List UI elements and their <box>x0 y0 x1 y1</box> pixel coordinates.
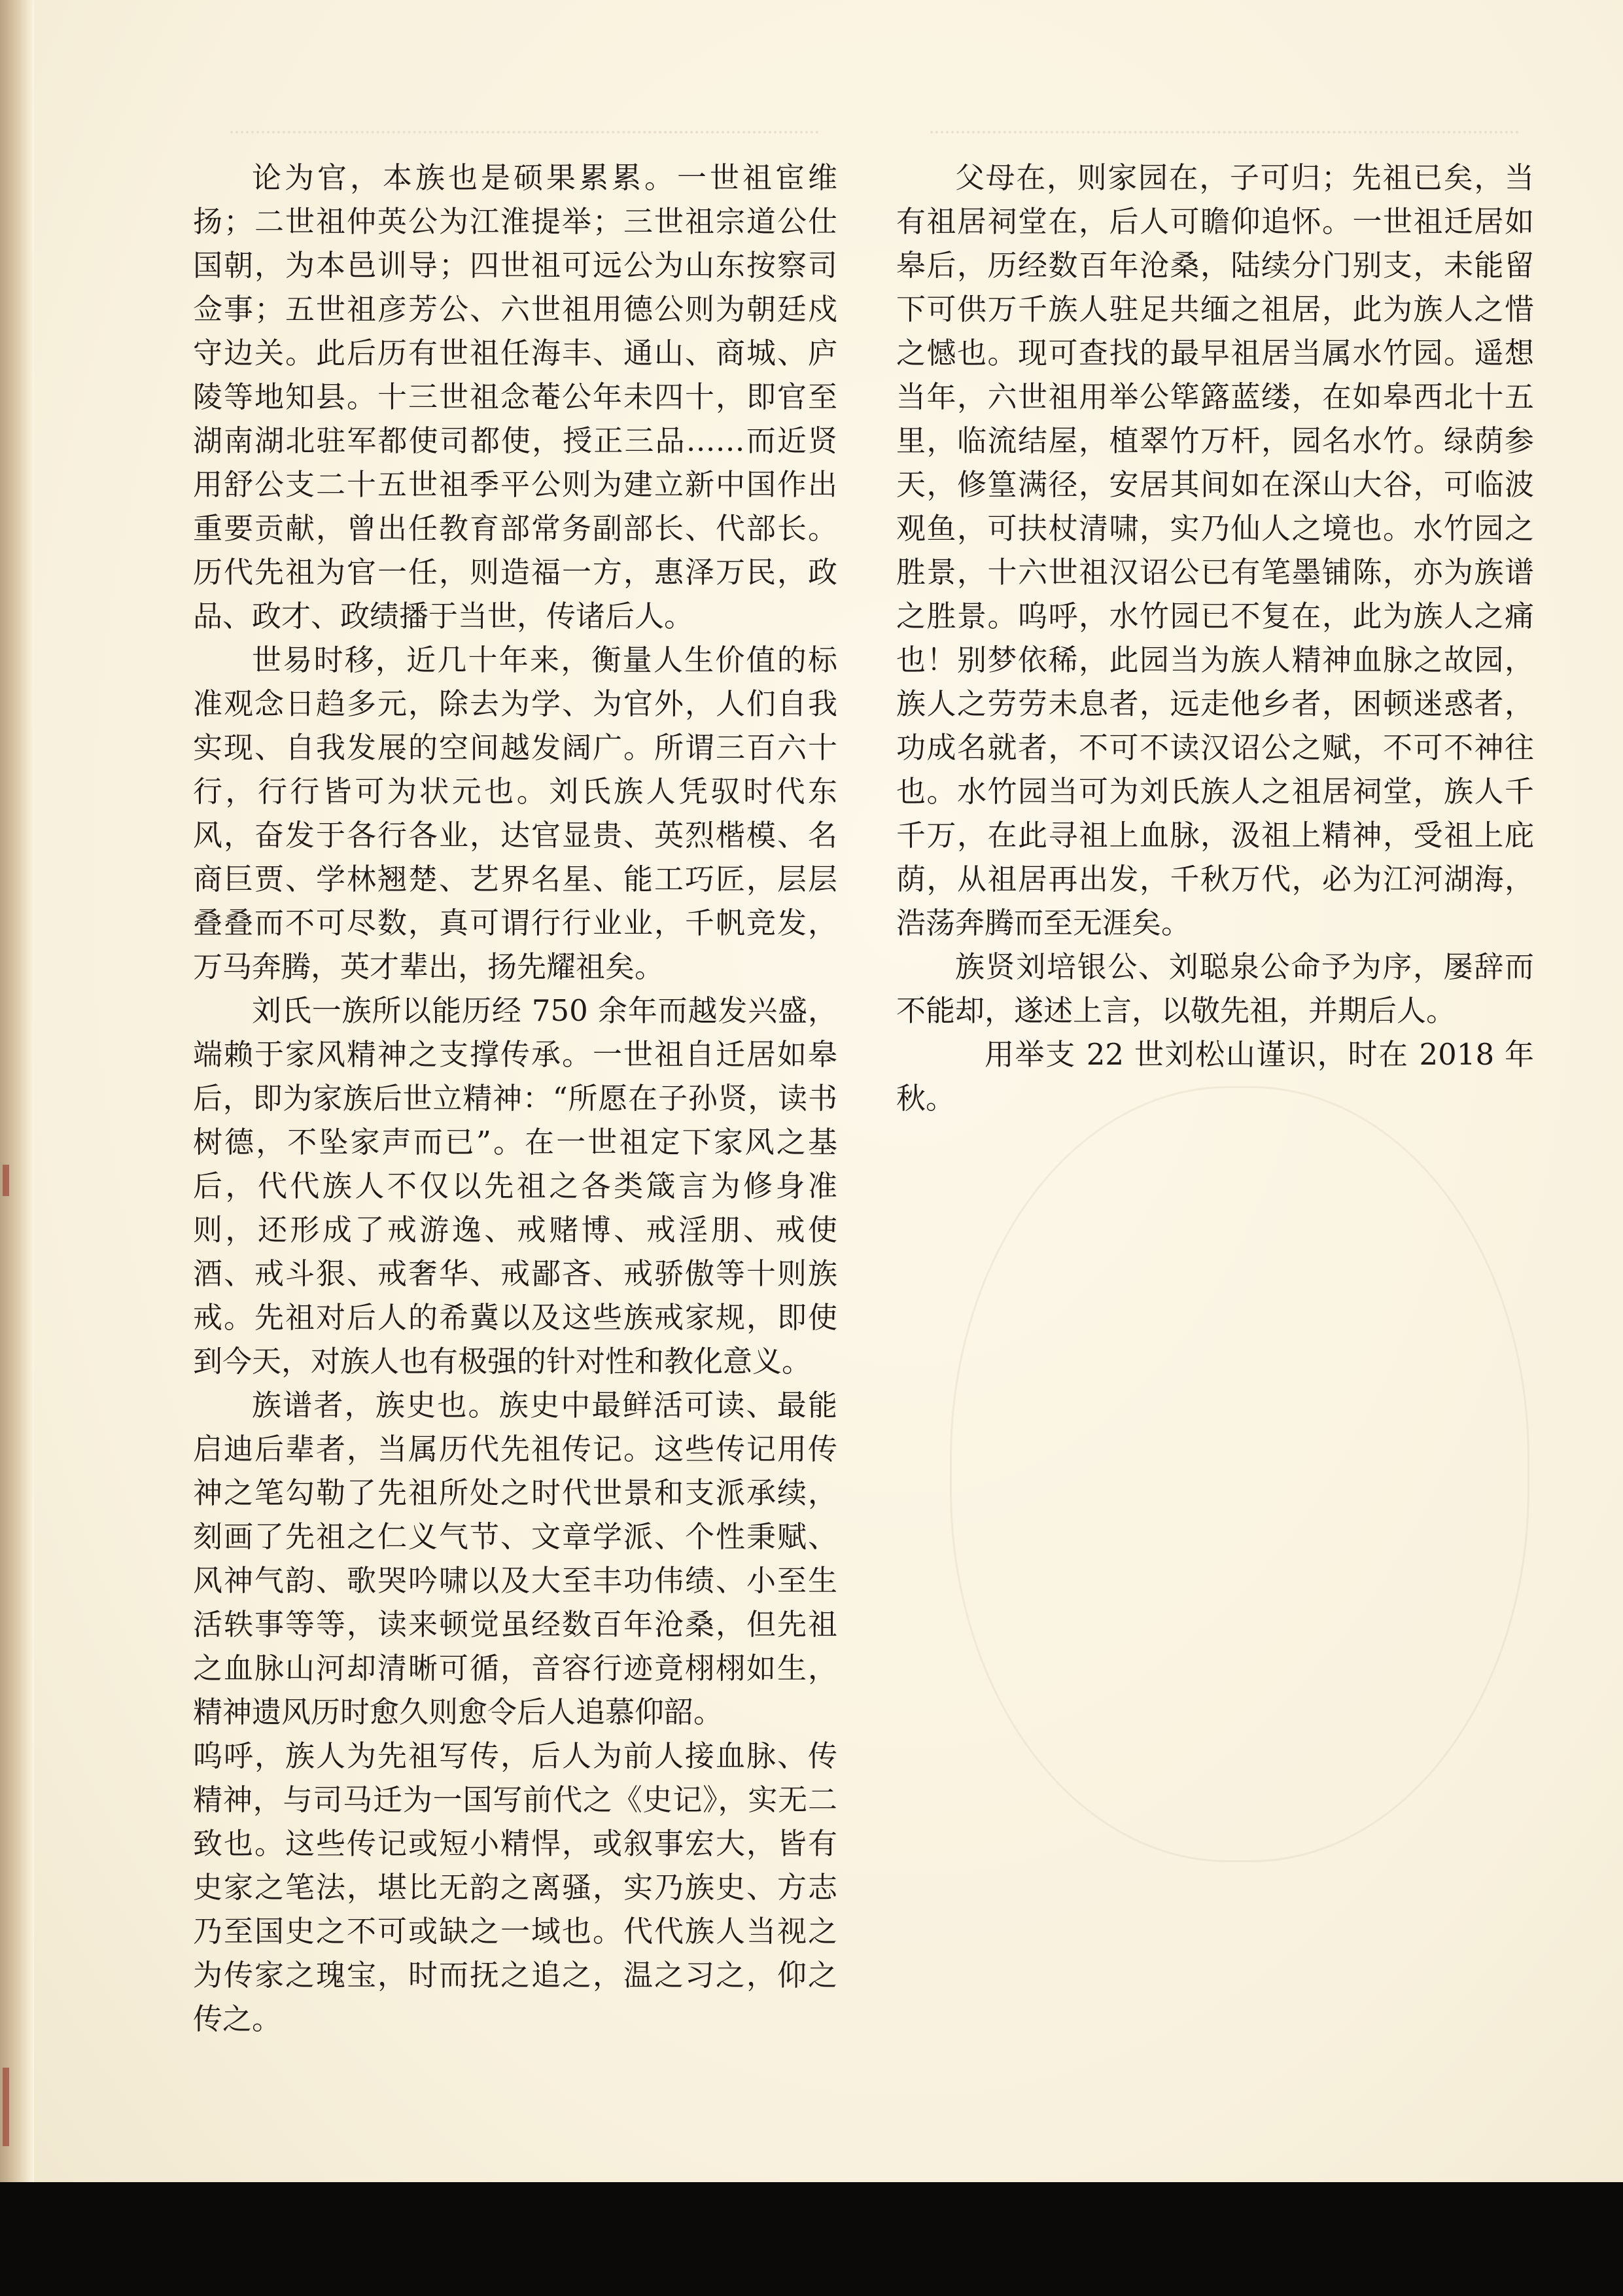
right-text-column <box>896 156 1534 1120</box>
paragraph-modern-careers: 世易时移，近几十年来，衡量人生价值的标准观念日趋多元，除去为学、为官外，人们自我实现、自我发展的空间越发阔广。所谓三百六十行，行行皆可为状元也。刘氏族人凭驭时代东风，奋发于各行各业，达官显贵、英烈楷模、名商巨贾、学林翘楚、艺界名星、能工巧匠，层层叠叠而不可尽数，真可谓行行业业，千帆竞发，万马奔腾，英才辈出，扬先耀祖矣。 <box>193 643 837 984</box>
book-spine-edge <box>0 0 34 2296</box>
paragraph-family-spirit: 刘氏一族所以能历经 750 余年而越发兴盛，端赖于家风精神之支撑传承。一世祖自迁居如皋后，即为家族后世立精神：“所愿在子孙贤，读书树德，不坠家声而已”。在一世祖定下家风之基后，代代族人不仅以先祖之各类箴言为修身准则，还形成了戒游逸、戒赌博、戒淫朋、戒使酒、戒斗狠、戒奢华、戒鄙吝、戒骄傲等十则族戒。先祖对后人的希冀以及这些族戒家规，即使到今天，对族人也有极强的针对性和教化意义。 <box>193 993 837 1379</box>
paragraph-biographies: 族谱者，族史也。族史中最鲜活可读、最能启迪后辈者，当属历代先祖传记。这些传记用传神之笔勾勒了先祖所处之时代世景和支派承续，刻画了先祖之仁义气节、文章学派、个性秉赋、风神气韵、歌哭吟啸以及大至丰功伟绩、小至生活轶事等等，读来顿觉虽经数百年沧桑，但先祖之血脉山河却清晰可循，音容行迹竟栩栩如生，精神遗风历时愈久则愈令后人追慕仰韶。 <box>193 1388 837 1729</box>
paragraph-commission: 族贤刘培银公、刘聪泉公命予为序，屡辞而不能却，遂述上言，以敬先祖，并期后人。 <box>896 949 1534 1028</box>
paragraph-officials: 论为官，本族也是硕果累累。一世祖宦维扬；二世祖仲英公为江淮提举；三世祖宗道公仕国朝，为本邑训导；四世祖可远公为山东按察司佥事；五世祖彦芳公、六世祖用德公则为朝廷戍守边关。此后历有世祖任海丰、通山、商城、庐陵等地知县。十三世祖念菴公年未四十，即官至湖南湖北驻军都使司都使，授正三品……而近贤用舒公支二十五世祖季平公则为建立新中国作出重要贡献，曾出任教育部常务副部长、代部长。历代先祖为官一任，则造福一方，惠泽万民，政品、政才、政绩播于当世，传诸后人。 <box>193 160 837 633</box>
scanner-background <box>0 2182 1623 2296</box>
spine-wear-mark <box>3 2068 9 2146</box>
show-through-texture <box>230 131 819 153</box>
author-signature: 用举支 22 世刘松山谨识，时在 2018 年秋。 <box>896 1037 1534 1116</box>
left-text-column <box>193 156 837 2041</box>
show-through-texture <box>930 131 1519 153</box>
paragraph-ancestral-home: 父母在，则家园在，子可归；先祖已矣，当有祖居祠堂在，后人可瞻仰追怀。一世祖迁居如皋后，历经数百年沧桑，陆续分门别支，未能留下可供万千族人驻足共缅之祖居，此为族人之惜之憾也。现可查找的最早祖居当属水竹园。遥想当年，六世祖用举公筚簬蓝缕，在如皋西北十五里，临流结屋，植翠竹万杆，园名水竹。绿荫参天，修篁满径，安居其间如在深山大谷，可临波观鱼，可扶杖清啸，实乃仙人之境也。水竹园之胜景，十六世祖汉诏公已有笔墨铺陈，亦为族谱之胜景。呜呼，水竹园已不复在，此为族人之痛也！别梦依稀，此园当为族人精神血脉之故园，族人之劳劳未息者，远走他乡者，困顿迷惑者，功成名就者，不可不读汉诏公之赋，不可不神往也。水竹园当可为刘氏族人之祖居祠堂，族人千千万，在此寻祖上血脉，汲祖上精神，受祖上庇荫，从祖居再出发，千秋万代，必为江河湖海，浩荡奔腾而至无涯矣。 <box>896 160 1534 940</box>
paragraph-historical-value: 呜呼，族人为先祖写传，后人为前人接血脉、传精神，与司马迁为一国写前代之《史记》，实无二致也。这些传记或短小精悍，或叙事宏大，皆有史家之笔法，堪比无韵之离骚，实乃族史、方志乃至国史之不可或缺之一域也。代代族人当视之为传家之瑰宝，时而抚之追之，温之习之，仰之传之。 <box>193 1739 837 2036</box>
spine-wear-mark <box>3 1165 9 1196</box>
show-through-texture <box>950 1086 1529 1862</box>
